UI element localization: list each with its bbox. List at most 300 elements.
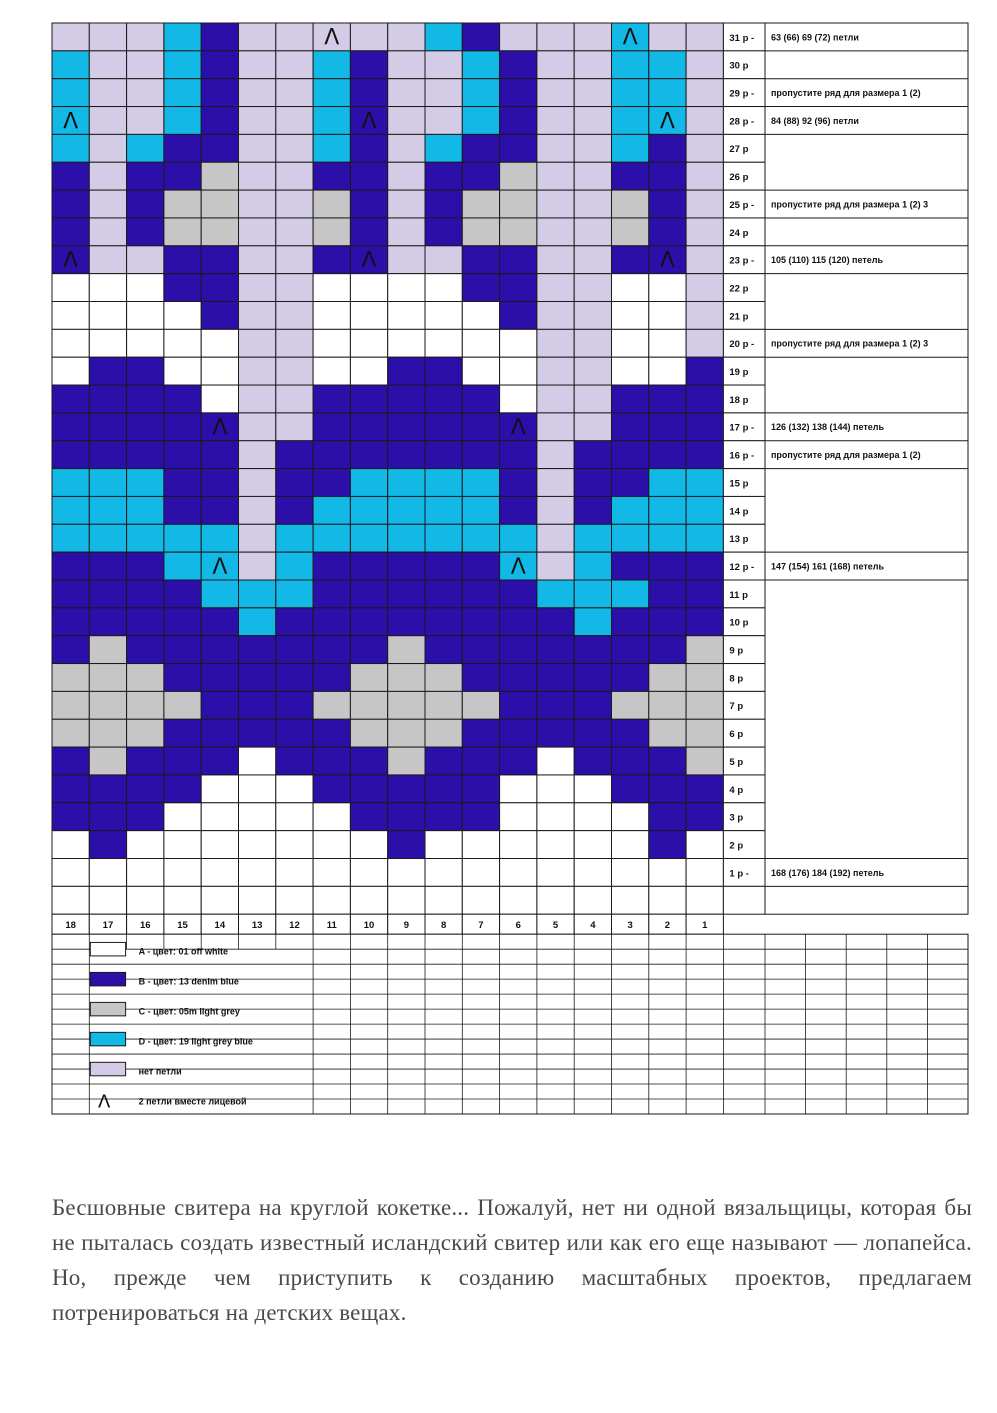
chart-cell <box>500 580 537 608</box>
chart-cell <box>350 79 387 107</box>
chart-cell <box>537 775 574 803</box>
chart-cell <box>425 552 462 580</box>
chart-cell <box>276 831 313 859</box>
chart-cell <box>313 552 350 580</box>
chart-cell <box>388 274 425 302</box>
chart-cell <box>500 747 537 775</box>
chart-cell <box>425 524 462 552</box>
chart-cell <box>127 218 164 246</box>
chart-cell <box>537 274 574 302</box>
chart-cell <box>127 302 164 330</box>
chart-cell <box>686 886 723 914</box>
chart-cell <box>239 775 276 803</box>
column-number: 13 <box>251 920 263 932</box>
row-note: 168 (176) 184 (192) петель <box>771 867 885 878</box>
chart-cell <box>313 719 350 747</box>
chart-cell <box>686 134 723 162</box>
chart-cell <box>313 162 350 190</box>
chart-cell <box>201 775 238 803</box>
chart-cell <box>686 79 723 107</box>
chart-cell <box>89 218 126 246</box>
legend-label: D - цвет: 19 light grey blue <box>138 1036 253 1047</box>
chart-cell <box>127 691 164 719</box>
chart-cell <box>350 51 387 79</box>
chart-cell <box>574 274 611 302</box>
chart-cell <box>574 218 611 246</box>
legend-swatch <box>90 972 125 985</box>
chart-cell <box>500 274 537 302</box>
chart-cell <box>500 831 537 859</box>
chart-cell <box>649 134 686 162</box>
chart-cell <box>201 747 238 775</box>
chart-cell <box>574 79 611 107</box>
chart-cell <box>313 385 350 413</box>
chart-cell <box>52 357 89 385</box>
chart-cell <box>276 469 313 497</box>
chart-cell <box>239 691 276 719</box>
chart-cell <box>201 302 238 330</box>
chart-cell <box>52 302 89 330</box>
chart-cell <box>127 719 164 747</box>
chart-cell <box>425 580 462 608</box>
chart-cell <box>89 385 126 413</box>
row-label: 28 р - <box>729 116 755 128</box>
chart-cell <box>239 524 276 552</box>
chart-cell <box>127 413 164 441</box>
chart-cell <box>462 691 499 719</box>
chart-cell <box>127 524 164 552</box>
chart-cell <box>462 496 499 524</box>
chart-cell <box>201 664 238 692</box>
chart-cell <box>313 441 350 469</box>
chart-cell <box>574 107 611 135</box>
chart-cell <box>52 886 89 914</box>
chart-cell <box>89 719 126 747</box>
chart-cell <box>425 496 462 524</box>
chart-cell <box>127 469 164 497</box>
chart-cell <box>425 775 462 803</box>
chart-cell <box>500 162 537 190</box>
chart-cell <box>612 385 649 413</box>
chart-cell <box>350 803 387 831</box>
chart-cell <box>388 190 425 218</box>
chart-cell <box>89 496 126 524</box>
chart-cell <box>649 190 686 218</box>
chart-cell <box>239 190 276 218</box>
chart-cell <box>612 302 649 330</box>
row-label: 9 р <box>729 645 744 657</box>
chart-cell <box>127 580 164 608</box>
chart-cell <box>574 51 611 79</box>
row-label: 11 р <box>729 589 748 601</box>
chart-cell <box>388 636 425 664</box>
chart-cell <box>388 831 425 859</box>
legend-label: нет петли <box>138 1066 182 1077</box>
chart-cell <box>52 218 89 246</box>
chart-cell <box>537 329 574 357</box>
chart-cell <box>537 886 574 914</box>
chart-cell <box>313 496 350 524</box>
chart-cell <box>462 218 499 246</box>
chart-cell <box>239 552 276 580</box>
decrease-symbol: Λ <box>659 109 675 135</box>
chart-cell <box>649 162 686 190</box>
legend-label: A - цвет: 01 off white <box>138 946 229 957</box>
chart-cell <box>425 747 462 775</box>
chart-cell <box>127 636 164 664</box>
chart-cell <box>388 23 425 51</box>
chart-cell <box>686 775 723 803</box>
chart-cell <box>425 469 462 497</box>
chart-cell <box>164 775 201 803</box>
column-number: 3 <box>627 920 633 932</box>
chart-cell <box>537 803 574 831</box>
chart-cell <box>686 23 723 51</box>
chart-cell <box>52 469 89 497</box>
chart-cell <box>313 803 350 831</box>
chart-cell <box>574 190 611 218</box>
chart-cell <box>276 580 313 608</box>
chart-cell <box>276 775 313 803</box>
chart-cell <box>612 664 649 692</box>
chart-cell <box>239 162 276 190</box>
chart-cell <box>127 859 164 887</box>
chart-cell <box>649 79 686 107</box>
chart-cell <box>164 636 201 664</box>
chart-cell <box>276 357 313 385</box>
chart-cell <box>462 190 499 218</box>
chart-cell <box>239 719 276 747</box>
chart-cell <box>574 664 611 692</box>
column-number: 1 <box>702 920 708 932</box>
chart-cell <box>574 636 611 664</box>
chart-cell <box>612 608 649 636</box>
chart-cell <box>52 413 89 441</box>
chart-cell <box>537 162 574 190</box>
chart-cell <box>239 51 276 79</box>
row-label: 20 р - <box>729 339 755 351</box>
chart-cell <box>350 886 387 914</box>
row-label: 19 р <box>729 367 749 379</box>
chart-cell <box>425 246 462 274</box>
legend-label: 2 петли вместе лицевой <box>138 1096 247 1107</box>
chart-cell <box>462 246 499 274</box>
chart-cell <box>127 664 164 692</box>
chart-cell <box>127 190 164 218</box>
chart-cell <box>388 524 425 552</box>
chart-cell <box>313 246 350 274</box>
chart-cell <box>462 23 499 51</box>
chart-cell <box>574 385 611 413</box>
column-number: 6 <box>515 920 521 932</box>
chart-cell <box>500 664 537 692</box>
chart-cell <box>612 859 649 887</box>
chart-cell <box>313 469 350 497</box>
chart-cell <box>350 190 387 218</box>
chart-cell <box>127 329 164 357</box>
chart-cell <box>462 51 499 79</box>
chart-cell <box>89 803 126 831</box>
chart-cell <box>462 329 499 357</box>
chart-cell <box>462 413 499 441</box>
chart-cell <box>52 831 89 859</box>
chart-cell <box>350 831 387 859</box>
chart-cell <box>686 246 723 274</box>
row-note: пропустите ряд для размера 1 (2) <box>771 450 921 461</box>
row-label: 18 р <box>729 394 749 406</box>
chart-cell <box>686 691 723 719</box>
chart-cell <box>350 747 387 775</box>
chart-cell <box>164 329 201 357</box>
column-number: 10 <box>363 920 375 932</box>
decrease-symbol: Λ <box>659 248 675 274</box>
chart-cell <box>388 608 425 636</box>
row-label: 30 р <box>729 60 749 72</box>
chart-cell <box>313 608 350 636</box>
chart-cell <box>313 329 350 357</box>
chart-cell <box>462 608 499 636</box>
chart-cell <box>686 51 723 79</box>
chart-cell <box>462 79 499 107</box>
chart-cell <box>127 775 164 803</box>
chart-cell <box>425 385 462 413</box>
chart-cell <box>164 469 201 497</box>
row-label: 10 р <box>729 617 749 629</box>
chart-cell <box>686 747 723 775</box>
chart-cell <box>425 886 462 914</box>
column-number: 15 <box>177 920 188 932</box>
chart-cell <box>276 664 313 692</box>
chart-cell <box>462 357 499 385</box>
chart-cell <box>574 831 611 859</box>
chart-cell <box>425 803 462 831</box>
chart-cell <box>425 134 462 162</box>
chart-cell <box>239 636 276 664</box>
decrease-symbol: Λ <box>622 25 638 51</box>
chart-cell <box>388 302 425 330</box>
chart-cell <box>612 246 649 274</box>
chart-cell <box>462 385 499 413</box>
chart-cell <box>388 552 425 580</box>
chart-cell <box>350 496 387 524</box>
chart-cell <box>276 413 313 441</box>
chart-cell <box>425 441 462 469</box>
chart-cell <box>89 775 126 803</box>
chart-cell <box>201 107 238 135</box>
chart-cell <box>313 831 350 859</box>
chart-cell <box>686 413 723 441</box>
row-label: 14 р <box>729 506 749 518</box>
chart-cell <box>350 552 387 580</box>
chart-cell <box>52 441 89 469</box>
chart-cell <box>462 803 499 831</box>
chart-cell <box>612 580 649 608</box>
chart-cell <box>276 51 313 79</box>
chart-cell <box>239 803 276 831</box>
row-label: 7 р <box>729 701 744 713</box>
chart-cell <box>313 775 350 803</box>
chart-cell <box>388 469 425 497</box>
chart-cell <box>425 107 462 135</box>
row-label: 5 р <box>729 756 744 768</box>
chart-cell <box>537 51 574 79</box>
chart-cell <box>276 107 313 135</box>
chart-cell <box>164 107 201 135</box>
chart-cell <box>612 886 649 914</box>
chart-cell <box>276 552 313 580</box>
chart-cell <box>52 859 89 887</box>
chart-cell <box>388 775 425 803</box>
chart-cell <box>313 107 350 135</box>
chart-cell <box>649 886 686 914</box>
chart-cell <box>52 190 89 218</box>
chart-cell <box>574 134 611 162</box>
chart-cell <box>500 608 537 636</box>
chart-cell <box>164 218 201 246</box>
chart-cell <box>127 23 164 51</box>
chart-cell <box>127 51 164 79</box>
chart-cell <box>612 162 649 190</box>
chart-cell <box>164 552 201 580</box>
article-caption: Бесшовные свитера на круглой кокетке... Пожалуй, нет ни одной вязальщицы, которая бы не пыталась создать известный исландский свитер или как его еще называют — лопапейса. Но, прежде чем приступить к созданию масштабных проектов, предлагаем потренироваться на детских вещах. <box>52 1195 972 1325</box>
row-label: 4 р <box>729 784 744 796</box>
chart-cell <box>201 218 238 246</box>
chart-cell <box>462 775 499 803</box>
chart-cell <box>127 79 164 107</box>
chart-cell <box>686 524 723 552</box>
chart-cell <box>537 636 574 664</box>
legend-label: C - цвет: 05m light grey <box>138 1006 240 1017</box>
chart-cell <box>52 664 89 692</box>
chart-cell <box>164 747 201 775</box>
chart-cell <box>276 329 313 357</box>
chart-cell <box>649 719 686 747</box>
chart-cell <box>612 441 649 469</box>
chart-cell <box>52 329 89 357</box>
chart-cell <box>462 886 499 914</box>
chart-cell <box>350 636 387 664</box>
chart-cell <box>612 831 649 859</box>
chart-cell <box>201 23 238 51</box>
chart-cell <box>89 608 126 636</box>
column-number: 17 <box>102 920 114 932</box>
chart-cell <box>649 218 686 246</box>
chart-cell <box>89 274 126 302</box>
column-number: 12 <box>289 920 300 932</box>
chart-cell <box>350 385 387 413</box>
chart-cell <box>313 580 350 608</box>
chart-cell <box>89 524 126 552</box>
chart-cell <box>239 608 276 636</box>
decrease-symbol: Λ <box>361 248 377 274</box>
chart-cell <box>350 357 387 385</box>
chart-cell <box>127 385 164 413</box>
chart-cell <box>201 719 238 747</box>
chart-cell <box>686 274 723 302</box>
chart-cell <box>462 302 499 330</box>
chart-cell <box>500 134 537 162</box>
chart-cell <box>239 385 276 413</box>
chart-cell <box>686 469 723 497</box>
chart-cell <box>388 859 425 887</box>
chart-cell <box>574 441 611 469</box>
chart-cell <box>574 357 611 385</box>
chart-cell <box>686 636 723 664</box>
chart-cell <box>350 580 387 608</box>
chart-cell <box>612 524 649 552</box>
chart-cell <box>313 859 350 887</box>
chart-cell <box>462 469 499 497</box>
chart-cell <box>164 51 201 79</box>
chart-cell <box>350 134 387 162</box>
chart-cell <box>276 246 313 274</box>
chart-cell <box>52 274 89 302</box>
chart-cell <box>239 107 276 135</box>
decrease-symbol: Λ <box>63 248 79 274</box>
chart-cell <box>201 691 238 719</box>
chart-cell <box>500 775 537 803</box>
chart-cell <box>89 51 126 79</box>
legend-decrease-symbol: Λ <box>98 1091 111 1113</box>
chart-cell <box>537 524 574 552</box>
chart-cell <box>313 636 350 664</box>
chart-cell <box>89 357 126 385</box>
chart-cell <box>127 803 164 831</box>
chart-cell <box>201 385 238 413</box>
column-number: 14 <box>214 920 226 932</box>
chart-cell <box>52 496 89 524</box>
chart-cell <box>686 107 723 135</box>
chart-cell <box>537 413 574 441</box>
chart-cell <box>388 691 425 719</box>
chart-cell <box>612 496 649 524</box>
chart-cell <box>350 775 387 803</box>
chart-cell <box>201 51 238 79</box>
chart-cell <box>425 608 462 636</box>
chart-cell <box>649 23 686 51</box>
row-label-cell <box>723 886 765 914</box>
chart-cell <box>276 803 313 831</box>
chart-cell <box>164 385 201 413</box>
chart-cell <box>52 552 89 580</box>
chart-cell <box>276 79 313 107</box>
chart-cell <box>239 859 276 887</box>
chart-cell <box>239 302 276 330</box>
chart-cell <box>239 357 276 385</box>
column-number: 2 <box>664 920 671 932</box>
chart-cell <box>574 691 611 719</box>
chart-cell <box>313 190 350 218</box>
row-label: 3 р <box>729 812 744 824</box>
chart-cell <box>686 608 723 636</box>
chart-cell <box>313 524 350 552</box>
chart-cell <box>612 218 649 246</box>
row-label: 23 р - <box>729 255 755 267</box>
chart-cell <box>537 552 574 580</box>
chart-cell <box>388 162 425 190</box>
chart-cell <box>500 79 537 107</box>
row-label: 29 р - <box>729 88 755 100</box>
chart-cell <box>388 218 425 246</box>
row-label: 26 р <box>729 172 749 184</box>
chart-cell <box>89 552 126 580</box>
chart-cell <box>388 413 425 441</box>
chart-cell <box>52 524 89 552</box>
chart-cell <box>500 385 537 413</box>
chart-cell <box>574 413 611 441</box>
chart-cell <box>388 496 425 524</box>
chart-cell <box>537 218 574 246</box>
